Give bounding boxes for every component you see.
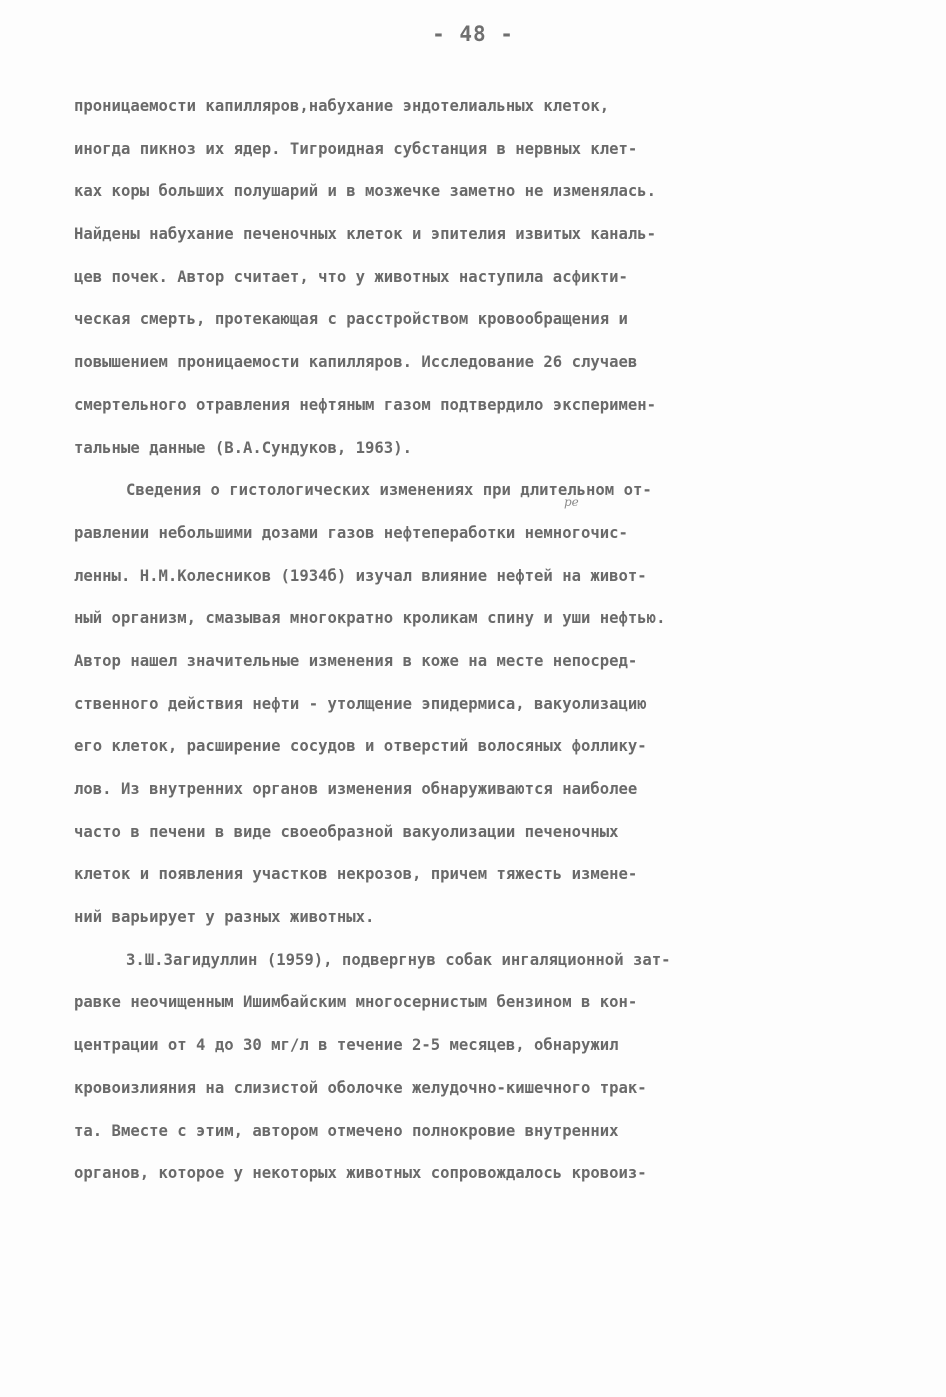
text-line: цев почек. Автор считает, что у животных наступила асфикти- (74, 267, 628, 286)
text-line: ленны. Н.М.Колесников (1934б) изучал влияние нефтей на живот- (74, 566, 647, 585)
text-line: Сведения о гистологических изменениях при длительном от- (126, 481, 652, 500)
text-line: ний варьирует у разных животных. (74, 908, 375, 927)
text-line: Автор нашел значительные изменения в коже на месте непосред- (74, 651, 638, 670)
text-line: часто в печени в виде своеобразной вакуолизации печеночных (74, 822, 619, 841)
text-line: равке неочищенным Ишимбайским многосернистым бензином в кон- (74, 993, 638, 1012)
text-line: та. Вместе с этим, автором отмечено полнокровие внутренних (74, 1121, 619, 1140)
text-line: лов. Из внутренних органов изменения обнаруживаются наиболее (74, 780, 638, 798)
text-line: центрации от 4 до 30 мг/л в течение 2-5 месяцев, обнаружил (74, 1036, 619, 1055)
text-line: ный организм, смазывая многократно кроликам спину и уши нефтью. (74, 609, 666, 628)
text-line: тальные данные (В.А.Сундуков, 1963). (74, 438, 412, 457)
text-line: клеток и появления участков некрозов, причем тяжесть измене- (74, 865, 638, 884)
text-line: иногда пикноз их ядер. Тигроидная субстанция в нервных клет- (74, 139, 638, 158)
handwritten-correction: ре (564, 495, 579, 509)
text-line: равлении небольшими дозами газов нефтепеработки немногочис- (74, 523, 628, 542)
text-line: З.Ш.Загидуллин (1959), подвергнув собак ингаляционной зат- (126, 950, 671, 969)
text-line: повышением проницаемости капилляров. Исследование 26 случаев (74, 353, 638, 372)
page-number: - 48 - (432, 22, 514, 46)
text-line: смертельного отравления нефтяным газом подтвердило эксперимен- (74, 395, 657, 414)
text-line: ственного действия нефти - утолщение эпидермиса, вакуолизацию (74, 694, 647, 713)
text-line: ках коры больших полушарий и в мозжечке заметно не изменялась. (74, 182, 657, 201)
text-line: проницаемости капилляров,набухание эндотелиальных клеток, (74, 97, 610, 115)
body-text (74, 85, 874, 1195)
text-line: его клеток, расширение сосудов и отверстий волосяных фоллику- (74, 737, 647, 756)
text-line: Найдены набухание печеночных клеток и эпителия извитых каналь- (74, 225, 657, 244)
text-line: ческая смерть, протекающая с расстройством кровообращения и (74, 310, 628, 329)
text-line: органов, которое у некоторых животных сопровождалось кровоиз- (74, 1164, 647, 1183)
text-line: кровоизлияния на слизистой оболочке желудочно-кишечного трак- (74, 1078, 647, 1097)
